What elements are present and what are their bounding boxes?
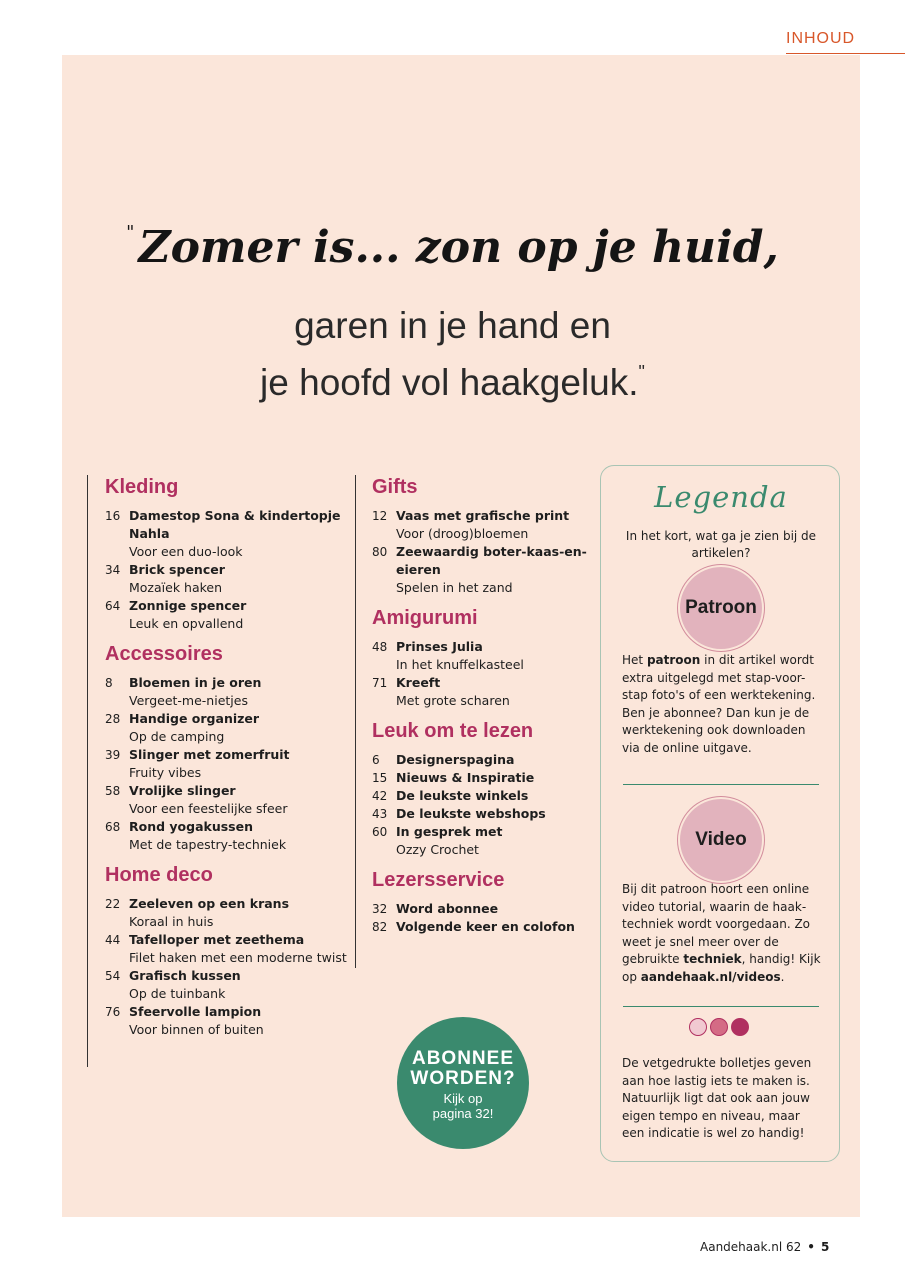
section-kleding <box>105 475 348 633</box>
patroon-text-bold: patroon <box>646 653 701 667</box>
toc-entry[interactable] <box>105 561 348 597</box>
section-label: INHOUD <box>786 30 856 47</box>
toc-entry[interactable] <box>105 967 348 1003</box>
section-title: Lezersservice <box>372 869 505 891</box>
entry-subtitle: Met grote scharen <box>396 693 510 708</box>
entry-subtitle: Filet haken met een moderne twist <box>129 950 347 965</box>
page-number: 43 <box>372 807 388 821</box>
difficulty-description: De vetgedrukte bolletjes geven aan hoe lastig iets te maken is. Natuurlijk ligt dat ook aan jouw eigen tempo en niveau, maar een indicatie is wel zo handig! <box>622 1056 812 1140</box>
entry-title: Tafelloper met zeethema <box>129 932 305 947</box>
patroon-badge <box>680 567 762 649</box>
entry-title: In gesprek met <box>396 824 503 839</box>
quote-line-1-text: Zomer is... zon op je huid, <box>138 222 779 273</box>
legend-divider <box>623 1006 819 1007</box>
entry-subtitle: Mozaïek haken <box>129 580 223 595</box>
toc-entry[interactable] <box>105 1003 348 1039</box>
page-number: 82 <box>372 920 388 934</box>
footer-page-number: 5 <box>820 1240 830 1254</box>
page-number: 44 <box>105 933 121 947</box>
section-title: Kleding <box>105 476 179 498</box>
entry-title: Handige organizer <box>129 711 260 726</box>
entry-subtitle: Koraal in huis <box>129 914 214 929</box>
toc-entry[interactable] <box>372 543 591 597</box>
entry-title: Nieuws & Inspiratie <box>396 770 535 785</box>
toc-entry[interactable] <box>372 638 591 674</box>
quote-line-3 <box>0 362 905 404</box>
page-number: 16 <box>105 509 121 523</box>
toc-entry[interactable] <box>105 931 348 967</box>
page-number: 68 <box>105 820 121 834</box>
section-accessoires <box>105 642 348 854</box>
entry-subtitle: Met de tapestry-techniek <box>129 837 287 852</box>
entry-subtitle: Spelen in het zand <box>396 580 513 595</box>
entry-title: Damestop Sona & kindertopje Nahla <box>129 508 341 541</box>
toc-entry[interactable] <box>105 674 348 710</box>
legend-intro: In het kort, wat ga je zien bij de artikelen? <box>625 529 817 560</box>
page-footer <box>700 1240 829 1254</box>
section-title: Leuk om te lezen <box>372 720 534 742</box>
badge-line-3: Kijk op <box>443 1091 483 1106</box>
entry-title: Vrolijke slinger <box>129 783 236 798</box>
quote-close-mark: " <box>638 362 645 382</box>
section-lezersservice <box>372 868 591 936</box>
section-title: Home deco <box>105 864 213 886</box>
page-number: 32 <box>372 902 388 916</box>
entry-subtitle: Voor een duo-look <box>129 544 243 559</box>
entry-subtitle: Ozzy Crochet <box>396 842 479 857</box>
toc-entry[interactable] <box>105 507 348 561</box>
entry-subtitle: Vergeet-me-nietjes <box>129 693 248 708</box>
video-text-a: Bij dit patroon hoort een online video tutorial, waarin de haak-techniek wordt voorgedaan. Zo weet je snel meer over de gebruikte <box>622 882 811 966</box>
toc-entry[interactable] <box>372 787 591 805</box>
entry-title: Prinses Julia <box>396 639 483 654</box>
patroon-text-a: Het <box>622 653 647 667</box>
badge-line-4: pagina 32! <box>432 1106 494 1121</box>
yarn-ball-icons <box>689 1018 755 1038</box>
legend-title: Legenda <box>654 480 788 514</box>
patroon-badge-label: Patroon <box>685 597 757 618</box>
entry-title: Word abonnee <box>396 901 499 916</box>
page-number: 76 <box>105 1005 121 1019</box>
toc-entry[interactable] <box>105 818 348 854</box>
footer-magazine: Aandehaak.nl 62 <box>700 1240 802 1254</box>
patroon-text-c: in dit artikel wordt extra uitgelegd met stap-voor-stap foto's of een werktekening. Ben je abonnee? Dan kun je de werktekening ook downloaden via de online uitgave. <box>622 653 816 755</box>
quote-line-3-text: je hoofd vol haakgeluk. <box>260 362 639 403</box>
page-number: 71 <box>372 676 388 690</box>
section-gifts <box>372 475 591 597</box>
entry-subtitle: Leuk en opvallend <box>129 616 244 631</box>
entry-title: Zeeleven op een krans <box>129 896 290 911</box>
page-number: 15 <box>372 771 388 785</box>
footer-bullet: • <box>807 1240 815 1254</box>
entry-title: Grafisch kussen <box>129 968 241 983</box>
entry-subtitle: Op de tuinbank <box>129 986 226 1001</box>
entry-title: Volgende keer en colofon <box>396 919 575 934</box>
entry-title: Bloemen in je oren <box>129 675 262 690</box>
page-number: 8 <box>105 676 113 690</box>
page-number: 60 <box>372 825 388 839</box>
toc-entry[interactable] <box>372 918 591 936</box>
entry-title: Vaas met grafische print <box>396 508 570 523</box>
toc-entry[interactable] <box>105 597 348 633</box>
entry-subtitle: In het knuffelkasteel <box>396 657 524 672</box>
toc-entry[interactable] <box>372 507 591 543</box>
toc-column-2 <box>355 475 591 968</box>
section-title: Gifts <box>372 476 418 498</box>
entry-subtitle: Fruity vibes <box>129 765 202 780</box>
section-amigurumi <box>372 606 591 710</box>
yarn-ball-icon <box>731 1018 749 1036</box>
entry-title: Kreeft <box>396 675 441 690</box>
quote-open-mark: " <box>126 222 135 243</box>
legend-box <box>600 465 840 1162</box>
toc-entry[interactable] <box>105 782 348 818</box>
video-badge-label: Video <box>695 829 747 850</box>
page-number: 12 <box>372 509 388 523</box>
page-number: 48 <box>372 640 388 654</box>
video-text-bold-techniek: techniek <box>683 952 742 966</box>
entry-title: De leukste webshops <box>396 806 546 821</box>
page-number: 22 <box>105 897 121 911</box>
patroon-description <box>622 652 822 757</box>
badge-line-1: ABONNEE <box>411 1048 514 1069</box>
entry-title: Brick spencer <box>129 562 225 577</box>
entry-title: Slinger met zomerfruit <box>129 747 290 762</box>
entry-title: Designerspagina <box>396 752 515 767</box>
page-number: 39 <box>105 748 121 762</box>
toc-entry[interactable] <box>372 674 591 710</box>
video-description <box>622 881 822 986</box>
page-number: 58 <box>105 784 121 798</box>
toc-entry[interactable] <box>372 823 591 859</box>
toc-entry[interactable] <box>372 769 591 787</box>
legend-divider <box>623 784 819 785</box>
page-number: 34 <box>105 563 121 577</box>
entry-title: Zonnige spencer <box>129 598 247 613</box>
entry-subtitle: Voor een feestelijke sfeer <box>129 801 288 816</box>
entry-subtitle: Op de camping <box>129 729 225 744</box>
toc-entry[interactable] <box>372 805 591 823</box>
video-text-c: , handig! Kijk op <box>622 952 821 984</box>
toc-column-1 <box>87 475 348 1067</box>
yarn-ball-icon <box>689 1018 707 1036</box>
video-text-e: . <box>780 969 785 984</box>
video-badge <box>680 799 762 881</box>
toc-entry[interactable] <box>372 751 591 769</box>
toc-entry[interactable] <box>105 710 348 746</box>
page-number: 42 <box>372 789 388 803</box>
quote-line-2: garen in je hand en <box>294 305 611 346</box>
page-number: 80 <box>372 545 388 559</box>
video-link[interactable]: aandehaak.nl/videos <box>640 969 781 984</box>
entry-subtitle: Voor binnen of buiten <box>129 1022 264 1037</box>
toc-entry[interactable] <box>105 746 348 782</box>
page-number: 28 <box>105 712 121 726</box>
entry-title: Rond yogakussen <box>129 819 253 834</box>
entry-title: De leukste winkels <box>396 788 529 803</box>
section-title: Amigurumi <box>372 607 478 629</box>
page-number: 6 <box>372 753 380 767</box>
entry-subtitle: Voor (droog)bloemen <box>396 526 529 541</box>
subscribe-badge[interactable] <box>397 1017 529 1149</box>
page-number: 54 <box>105 969 121 983</box>
toc-entry[interactable] <box>372 900 591 918</box>
section-homedeco <box>105 863 348 1039</box>
section-title: Accessoires <box>105 643 223 665</box>
entry-title: Zeewaardig boter-kaas-en-eieren <box>396 544 587 577</box>
page-number: 64 <box>105 599 121 613</box>
section-lezen <box>372 719 591 859</box>
section-label-underline <box>786 53 905 54</box>
entry-title: Sfeervolle lampion <box>129 1004 262 1019</box>
quote-line-1 <box>0 222 905 273</box>
yarn-ball-icon <box>710 1018 728 1036</box>
badge-line-2: WORDEN? <box>410 1068 516 1089</box>
toc-entry[interactable] <box>105 895 348 931</box>
